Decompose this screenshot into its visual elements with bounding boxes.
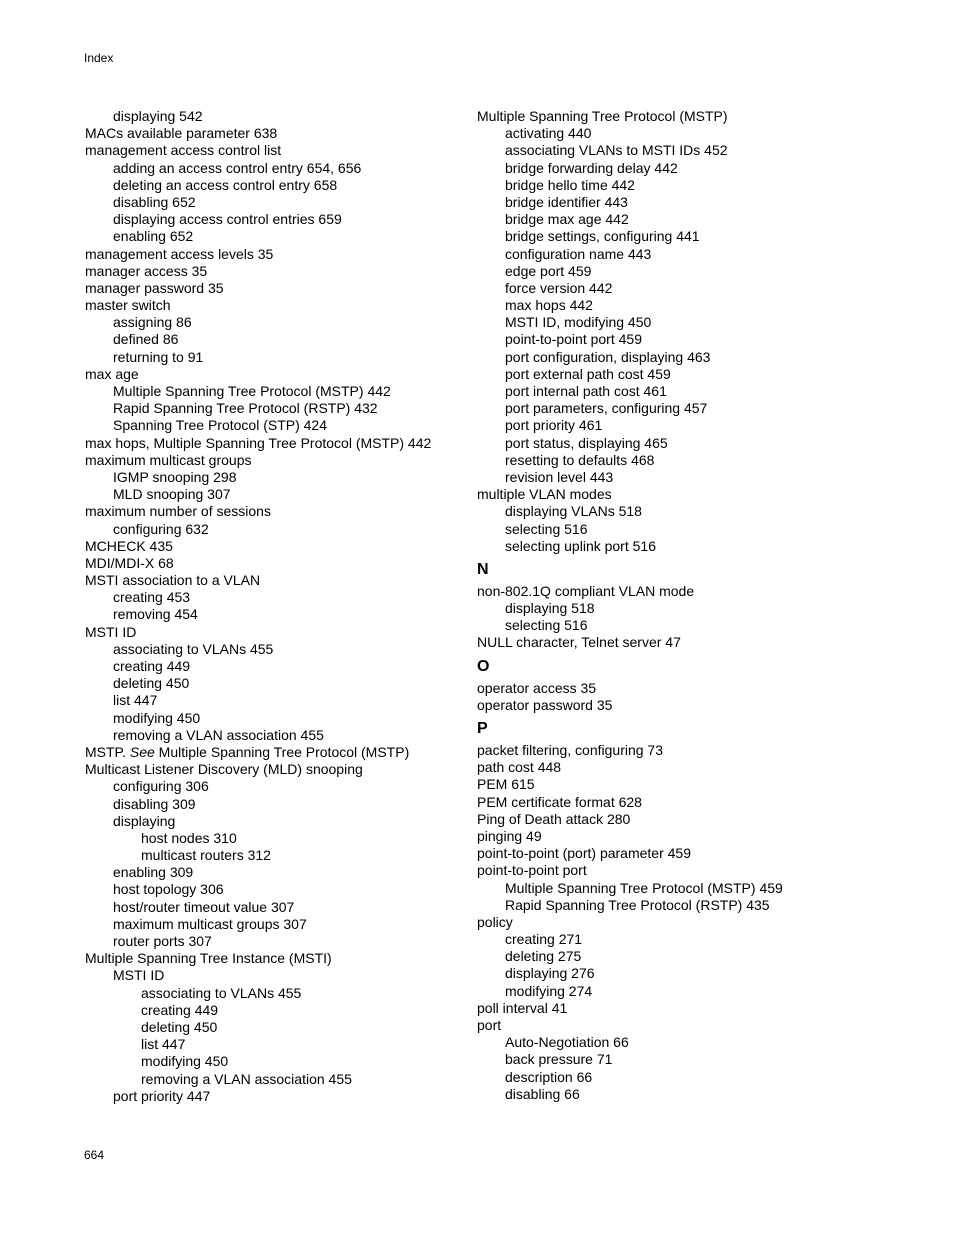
index-subentry: enabling 652 <box>113 228 194 245</box>
index-subentry: displaying <box>113 812 176 829</box>
index-entry <box>85 744 525 761</box>
index-subentry: max hops 442 <box>505 297 593 314</box>
index-subentry: associating to VLANs 455 <box>141 984 302 1001</box>
index-letter-heading: P <box>477 720 488 737</box>
index-entry: point-to-point port <box>477 862 587 879</box>
index-entry: NULL character, Telnet server 47 <box>477 634 681 651</box>
index-subentry: configuring 306 <box>113 778 209 795</box>
index-subentry: Auto-Negotiation 66 <box>505 1034 629 1051</box>
index-subentry: back pressure 71 <box>505 1051 613 1068</box>
index-subentry: bridge forwarding delay 442 <box>505 159 678 176</box>
see-target: Multiple Spanning Tree Protocol (MSTP) <box>154 743 410 760</box>
index-subentry: Multiple Spanning Tree Protocol (MSTP) 442 <box>113 383 391 399</box>
index-entry: MDI/MDI-X 68 <box>85 554 174 571</box>
index-entry: maximum multicast groups <box>85 451 252 468</box>
index-subentry: multicast routers 312 <box>141 847 271 864</box>
index-column-right <box>477 108 917 1103</box>
index-subentry: defined 86 <box>113 331 179 348</box>
index-entry: multiple VLAN modes <box>477 486 612 503</box>
index-subentry: force version 442 <box>505 279 613 296</box>
index-entry: operator password 35 <box>477 696 613 713</box>
index-entry: MACs available parameter 638 <box>85 125 278 142</box>
index-entry: Multiple Spanning Tree Instance (MSTI) <box>85 950 332 967</box>
index-subentry: host nodes 310 <box>141 829 237 846</box>
index-letter-heading: O <box>477 657 490 675</box>
index-subentry: assigning 86 <box>113 314 192 331</box>
index-subentry: displaying 276 <box>505 965 595 982</box>
index-subentry: associating VLANs to MSTI IDs 452 <box>505 142 728 159</box>
index-entry: management access control list <box>85 142 282 159</box>
index-subentry: port priority 461 <box>505 417 603 434</box>
index-subentry: edge port 459 <box>505 262 592 279</box>
index-subentry: MSTI ID <box>113 967 165 984</box>
index-entry: Ping of Death attack 280 <box>477 810 631 827</box>
index-subentry: associating to VLANs 455 <box>113 640 274 657</box>
index-entry: operator access 35 <box>477 679 597 696</box>
index-subentry: deleting an access control entry 658 <box>113 176 338 193</box>
index-entry: max age <box>85 365 139 382</box>
index-entry: port <box>477 1017 502 1033</box>
index-entry: manager password 35 <box>85 279 224 296</box>
index-subentry: bridge identifier 443 <box>505 193 628 210</box>
index-subentry: port internal path cost 461 <box>505 383 667 399</box>
index-subentry: selecting uplink port 516 <box>505 537 656 554</box>
index-subentry: host topology 306 <box>113 881 224 898</box>
index-subentry: modifying 274 <box>505 982 593 999</box>
index-entry: maximum number of sessions <box>85 503 271 520</box>
index-entry: policy <box>477 913 513 930</box>
index-subentry: Rapid Spanning Tree Protocol (RSTP) 432 <box>113 400 378 417</box>
index-subentry: bridge hello time 442 <box>505 176 635 193</box>
index-entry: management access levels 35 <box>85 245 274 262</box>
index-entry-term: MSTP. <box>85 743 130 760</box>
index-subentry: Rapid Spanning Tree Protocol (RSTP) 435 <box>505 896 770 913</box>
index-subentry: MLD snooping 307 <box>113 486 231 503</box>
index-subentry: creating 453 <box>113 589 191 606</box>
index-subentry: creating 449 <box>113 658 191 674</box>
index-entry: packet filtering, configuring 73 <box>477 742 663 758</box>
index-subentry: activating 440 <box>505 125 592 142</box>
index-subentry: deleting 450 <box>141 1018 218 1035</box>
index-letter-heading: N <box>477 560 489 578</box>
index-subentry: disabling 66 <box>505 1085 580 1102</box>
index-subentry: creating 271 <box>505 931 583 948</box>
index-subentry: removing a VLAN association 455 <box>141 1070 352 1087</box>
index-subentry: selecting 516 <box>505 520 588 537</box>
index-entry: MCHECK 435 <box>85 537 173 554</box>
index-subentry: creating 449 <box>141 1001 219 1018</box>
index-subentry: port priority 447 <box>113 1087 211 1104</box>
index-subentry: removing a VLAN association 455 <box>113 726 324 743</box>
index-subentry: bridge max age 442 <box>505 211 629 228</box>
index-subentry: router ports 307 <box>113 933 212 949</box>
index-subentry: displaying 518 <box>505 600 595 617</box>
index-subentry: point-to-point port 459 <box>505 331 642 348</box>
index-entry: PEM 615 <box>477 776 535 793</box>
index-subentry: MSTI ID, modifying 450 <box>505 314 652 331</box>
index-entry: PEM certificate format 628 <box>477 793 642 810</box>
running-head: Index <box>84 51 114 65</box>
index-subentry: returning to 91 <box>113 348 204 365</box>
index-subentry: deleting 450 <box>113 675 190 692</box>
index-subentry: revision level 443 <box>505 468 614 485</box>
index-subentry: modifying 450 <box>113 709 201 726</box>
index-entry: poll interval 41 <box>477 999 568 1016</box>
index-entry: Multiple Spanning Tree Protocol (MSTP) <box>477 108 728 124</box>
index-subentry: list 447 <box>141 1036 186 1053</box>
index-entry: path cost 448 <box>477 759 562 776</box>
index-entry: non-802.1Q compliant VLAN mode <box>477 582 695 599</box>
index-subentry: Multiple Spanning Tree Protocol (MSTP) 459 <box>505 879 783 896</box>
index-entry: max hops, Multiple Spanning Tree Protocol (MSTP) 442 <box>85 434 432 451</box>
index-subentry: removing 454 <box>113 606 198 623</box>
index-subentry: enabling 309 <box>113 864 194 881</box>
index-column-left <box>85 108 525 1105</box>
index-entry: point-to-point (port) parameter 459 <box>477 845 691 862</box>
index-entry: Multicast Listener Discovery (MLD) snooping <box>85 761 363 778</box>
index-subentry: displaying 542 <box>113 108 203 124</box>
index-subentry: port configuration, displaying 463 <box>505 348 711 365</box>
index-entry: pinging 49 <box>477 827 542 844</box>
index-entry: master switch <box>85 297 171 314</box>
index-subentry: selecting 516 <box>505 617 588 634</box>
index-subentry: disabling 652 <box>113 193 196 210</box>
index-subentry: port external path cost 459 <box>505 365 671 382</box>
index-subentry: resetting to defaults 468 <box>505 451 655 468</box>
page-number: 664 <box>84 1148 105 1162</box>
index-subentry: maximum multicast groups 307 <box>113 915 307 932</box>
index-subentry: modifying 450 <box>141 1053 229 1070</box>
index-subentry: disabling 309 <box>113 795 196 812</box>
index-subentry: configuring 632 <box>113 520 209 537</box>
index-subentry: Spanning Tree Protocol (STP) 424 <box>113 417 328 434</box>
see-reference: See <box>129 743 155 760</box>
index-subentry: port parameters, configuring 457 <box>505 400 708 417</box>
index-subentry: deleting 275 <box>505 948 582 965</box>
index-subentry: host/router timeout value 307 <box>113 898 295 915</box>
index-subentry: port status, displaying 465 <box>505 434 668 451</box>
index-entry: MSTI ID <box>85 623 137 640</box>
index-subentry: bridge settings, configuring 441 <box>505 228 700 245</box>
index-entry: manager access 35 <box>85 262 208 279</box>
index-subentry: configuration name 443 <box>505 245 652 262</box>
index-subentry: adding an access control entry 654, 656 <box>113 159 362 176</box>
index-subentry: list 447 <box>113 692 158 709</box>
index-subentry: displaying VLANs 518 <box>505 503 642 520</box>
index-subentry: IGMP snooping 298 <box>113 468 237 485</box>
index-entry: MSTI association to a VLAN <box>85 572 261 589</box>
index-subentry: displaying access control entries 659 <box>113 211 342 228</box>
index-subentry: description 66 <box>505 1068 593 1085</box>
